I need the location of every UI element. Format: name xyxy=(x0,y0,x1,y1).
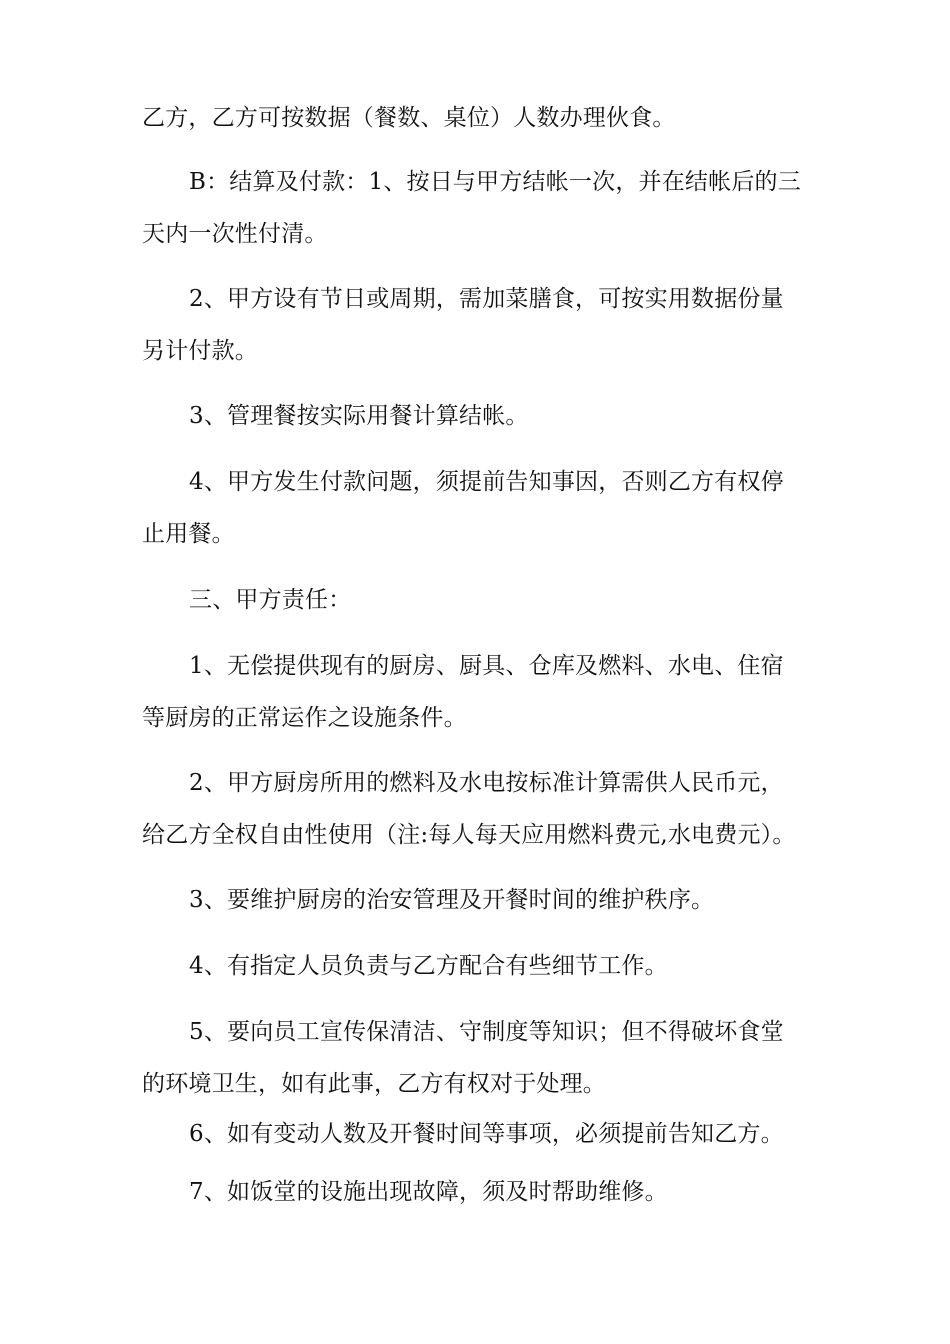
text-line-13: 给乙方全权自由性使用（注:每人每天应用燃料费元,水电费元）。 xyxy=(142,822,796,848)
text-line-6: 3、管理餐按实际用餐计算结帐。 xyxy=(189,403,529,429)
text-line-7: 4、甲方发生付款问题，须提前告知事因，否则乙方有权停 xyxy=(189,469,784,495)
text-line-1: 乙方，乙方可按数据（餐数、桌位）人数办理伙食。 xyxy=(142,105,676,131)
text-line-16: 5、要向员工宣传保清洁、守制度等知识；但不得破坏食堂 xyxy=(189,1019,784,1045)
section-heading: 三、甲方责任： xyxy=(189,587,352,613)
text-line-10: 1、无偿提供现有的厨房、厨具、仓库及燃料、水电、住宿 xyxy=(189,653,784,679)
text-line-15: 4、有指定人员负责与乙方配合有些细节工作。 xyxy=(189,953,668,979)
text-line-8: 止用餐。 xyxy=(142,521,235,547)
text-line-18: 6、如有变动人数及开餐时间等事项，必须提前告知乙方。 xyxy=(189,1121,784,1147)
text-line-12: 2、甲方厨房所用的燃料及水电按标准计算需供人民币元， xyxy=(189,770,784,796)
text-line-17: 的环境卫生，如有此事，乙方有权对于处理。 xyxy=(142,1071,606,1097)
text-line-3: 天内一次性付清。 xyxy=(142,221,328,247)
text-line-11: 等厨房的正常运作之设施条件。 xyxy=(142,705,467,731)
text-line-14: 3、要维护厨房的治安管理及开餐时间的维护秩序。 xyxy=(189,887,715,913)
text-line-19: 7、如饭堂的设施出现故障，须及时帮助维修。 xyxy=(189,1179,668,1205)
text-line-2: B：结算及付款：1、按日与甲方结帐一次，并在结帐后的三 xyxy=(189,169,801,195)
text-line-4: 2、甲方设有节日或周期，需加菜膳食，可按实用数据份量 xyxy=(189,286,784,312)
text-line-5: 另计付款。 xyxy=(142,338,258,364)
